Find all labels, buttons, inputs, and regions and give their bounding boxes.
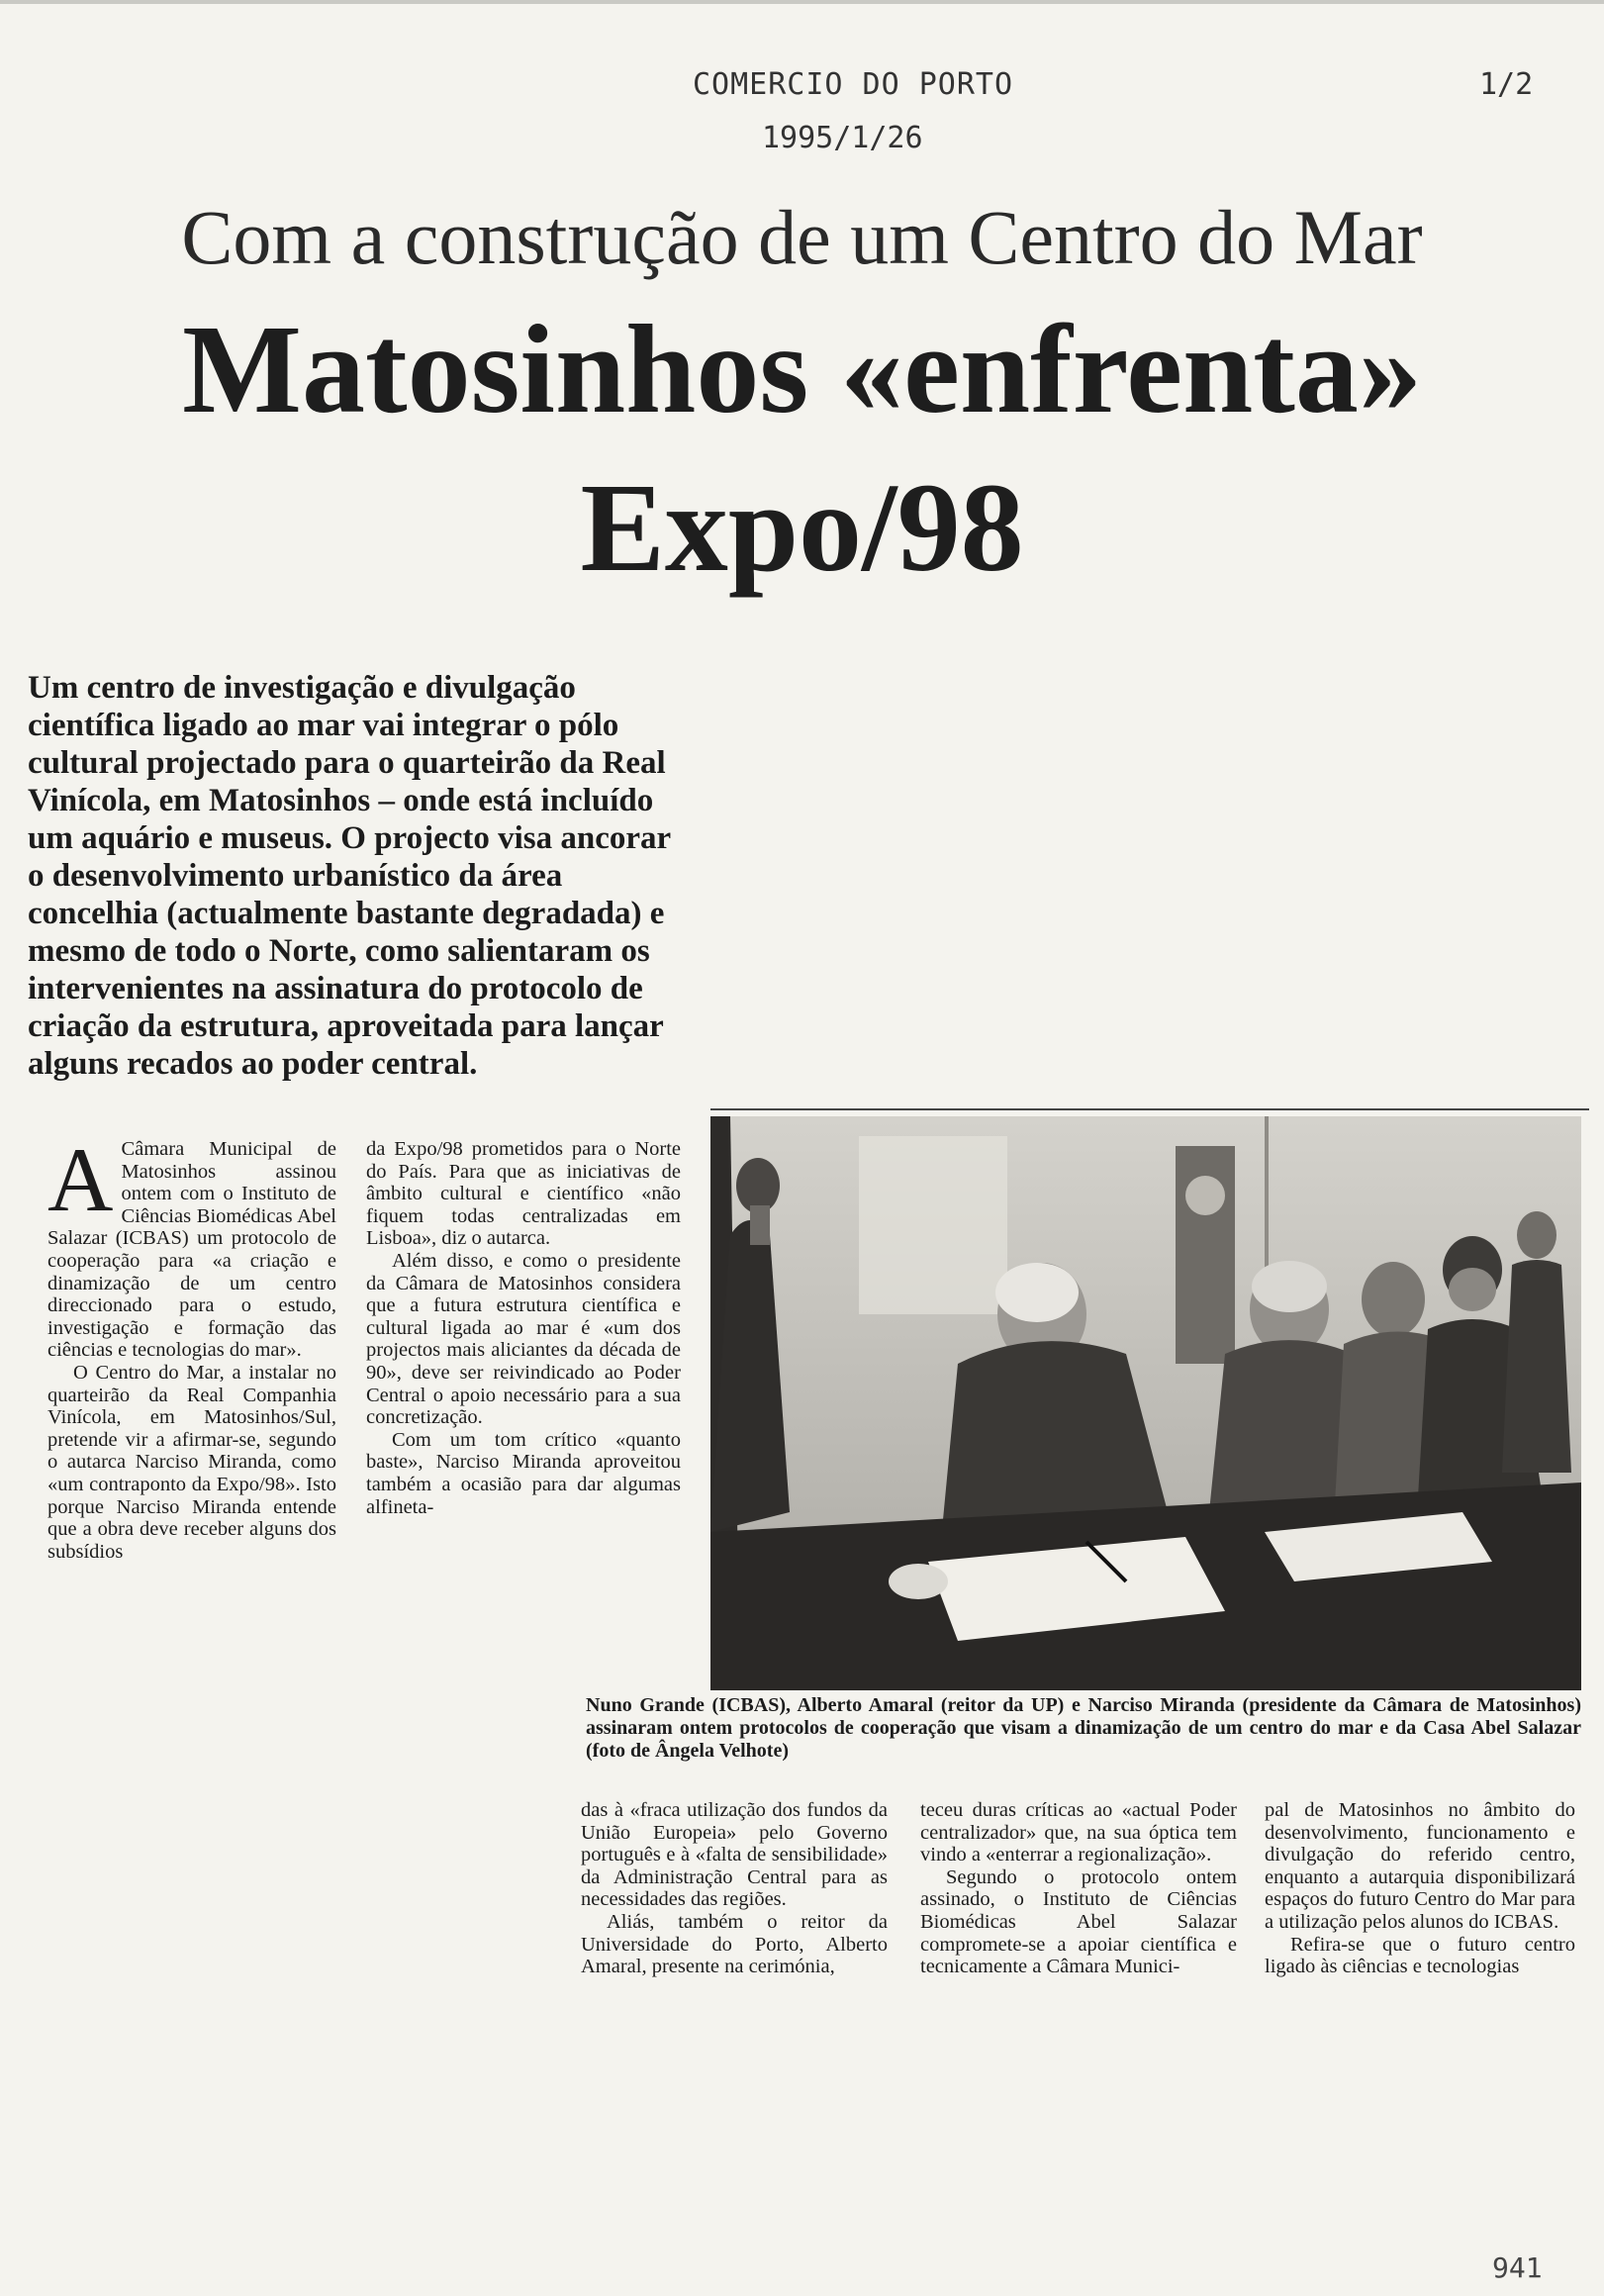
body-column-4 — [920, 1799, 1237, 1978]
paragraph: da Expo/98 prometidos para o Norte do País. Para que as iniciativas de âmbito cultural e científico «não fiquem todas centralizadas em Lisboa», diz o autarca. — [366, 1138, 681, 1250]
archive-folio-number: 941 — [1492, 2251, 1543, 2284]
paragraph — [47, 1129, 336, 1362]
page-number: 1/2 — [1479, 67, 1534, 102]
paragraph: das à «fraca utilização dos fundos da União Europeia» pelo Governo português e à «falta de sensibilidade» da Administração Central para as necessidades das regiões. — [581, 1799, 888, 1911]
body-column-5 — [1265, 1799, 1575, 1978]
paragraph: Refira-se que o futuro centro ligado às ciências e tecnologias — [1265, 1933, 1575, 1978]
newspaper-source: COMERCIO DO PORTO — [693, 67, 1014, 102]
paragraph-text: Câmara Municipal de Matosinhos assinou ontem com o Instituto de Ciências Biomédicas Abel Salazar (ICBAS) um protocolo de cooperação para «a criação e dinamização de um centro direccionado para o estudo, investigação e formação das ciências e tecnologias do mar». — [47, 1138, 336, 1362]
scan-edge — [0, 0, 1604, 4]
paragraph: O Centro do Mar, a instalar no quarteirão da Real Companhia Vinícola, em Matosinhos/Sul, pretende vir a afirmar-se, segundo o autarca Narciso Miranda, como «um contraponto da Expo/98». Isto porque Narciso Miranda entende que a obra deve receber alguns dos subsídios — [47, 1361, 336, 1563]
body-column-3 — [581, 1799, 888, 1978]
paragraph: Com um tom crítico «quanto baste», Narciso Miranda aproveitou também a ocasião para dar algumas alfineta- — [366, 1428, 681, 1518]
drop-cap: A — [47, 1129, 114, 1230]
body-column-2 — [366, 1138, 681, 1518]
photo-caption: Nuno Grande (ICBAS), Alberto Amaral (reitor da UP) e Narciso Miranda (presidente da Câmara de Matosinhos) assinaram ontem protocolos de cooperação que visam a dinamização de um centro do mar e da Casa Abel Salazar (foto de Ângela Velhote) — [586, 1694, 1581, 1762]
headline-line-1: Matosinhos «enfrenta» — [182, 299, 1422, 439]
publication-date: 1995/1/26 — [762, 121, 923, 155]
paragraph: Aliás, também o reitor da Universidade do Porto, Alberto Amaral, presente na cerimónia, — [581, 1910, 888, 1978]
article-kicker: Com a construção de um Centro do Mar — [181, 194, 1423, 280]
article-lead: Um centro de investigação e divulgação científica ligado ao mar vai integrar o pólo cultural projectado para o quarteirão da Real Vinícola, em Matosinhos – onde está incluído um aquário e museus. O projecto visa ancorar o desenvolvimento urbanístico da área concelhia (actualmente bastante degradada) e mesmo de todo o Norte, como salientaram os intervenientes na assinatura do protocolo de criação da estrutura, aproveitada para lançar alguns recados ao poder central. — [28, 670, 671, 1082]
paragraph: Segundo o protocolo ontem assinado, o Instituto de Ciências Biomédicas Abel Salazar compromete-se a apoiar científica e tecnicamente a Câmara Munici- — [920, 1866, 1237, 1978]
paragraph: teceu duras críticas ao «actual Poder centralizador» que, na sua óptica tem vindo a «enterrar a regionalização». — [920, 1799, 1237, 1866]
photo-rule — [710, 1108, 1589, 1110]
signing-ceremony-photo — [710, 1116, 1581, 1690]
body-column-1 — [47, 1129, 336, 1563]
headline-line-2: Expo/98 — [580, 457, 1024, 598]
paragraph: Além disso, e como o presidente da Câmara de Matosinhos considera que a futura estrutura científica e cultural ligada ao mar é «um dos projectos mais aliciantes da década de 90», deve ser reivindicado ao Poder Central o apoio necessário para a sua concretização. — [366, 1249, 681, 1429]
paragraph: pal de Matosinhos no âmbito do desenvolvimento, funcionamento e divulgação do referido centro, enquanto a autarquia disponibilizará espaços do futuro Centro do Mar para a utilização pelos alunos do ICBAS. — [1265, 1799, 1575, 1933]
